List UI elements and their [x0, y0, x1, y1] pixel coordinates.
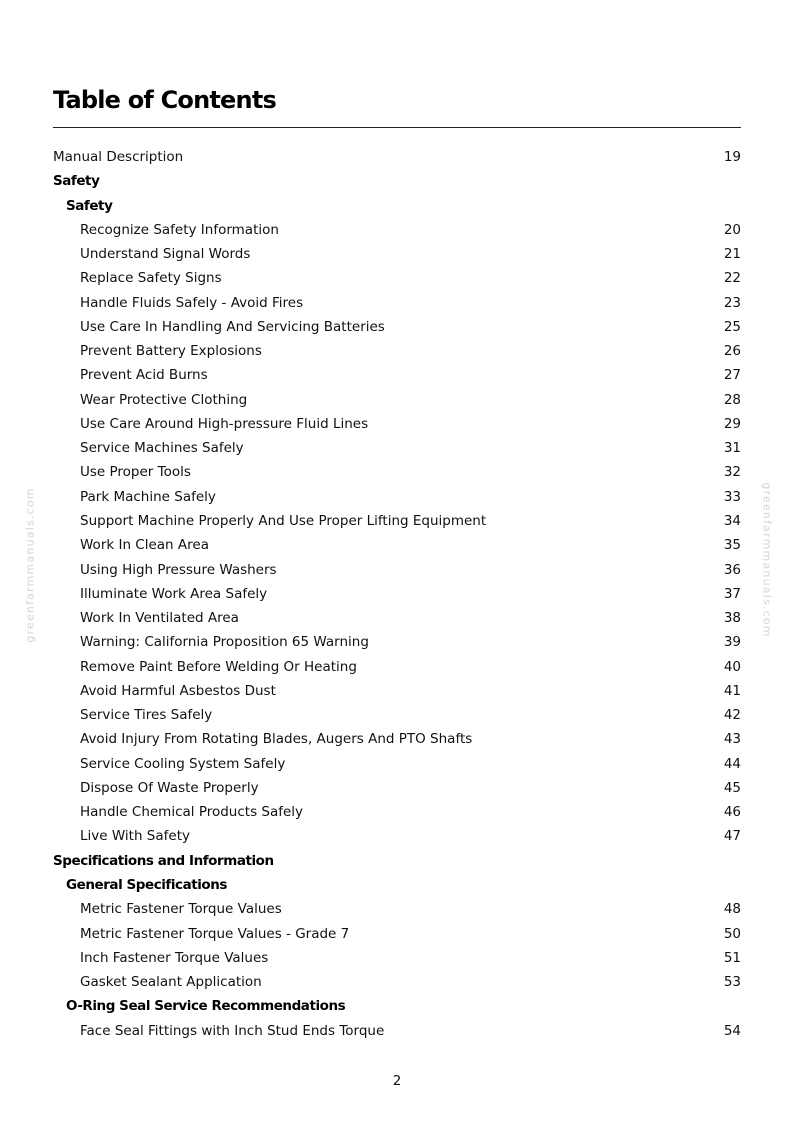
toc-entry[interactable] [53, 776, 741, 800]
toc-entry[interactable] [53, 339, 741, 363]
toc-entry[interactable] [53, 703, 741, 727]
toc-entry-page-number[interactable]: 22 [723, 270, 741, 287]
toc-entry-label: Safety [66, 197, 113, 214]
toc-entry-label[interactable]: Understand Signal Words [80, 246, 251, 263]
toc-entry-label[interactable]: Gasket Sealant Application [80, 974, 262, 991]
toc-entry-label[interactable]: Wear Protective Clothing [80, 391, 248, 408]
toc-entry-label[interactable]: Service Tires Safely [80, 707, 213, 724]
toc-entry-label[interactable]: Use Care In Handling And Servicing Batteries [80, 318, 385, 335]
page-title: Table of Contents [53, 86, 276, 114]
toc-entry-page-number[interactable]: 31 [723, 440, 741, 457]
toc-entry-label[interactable]: Work In Clean Area [80, 537, 209, 554]
toc-entry-page-number[interactable]: 46 [723, 804, 741, 821]
toc-entry-page-number[interactable]: 32 [723, 464, 741, 481]
toc-entry-page-number[interactable]: 40 [723, 658, 741, 675]
toc-section-heading [53, 849, 741, 873]
toc-entry-page-number[interactable]: 23 [723, 294, 741, 311]
toc-entry-label[interactable]: Avoid Harmful Asbestos Dust [80, 682, 276, 699]
toc-entry[interactable] [53, 800, 741, 824]
toc-entry[interactable] [53, 218, 741, 242]
toc-entry-label[interactable]: Recognize Safety Information [80, 221, 279, 238]
toc-entry-page-number[interactable]: 39 [723, 634, 741, 651]
title-divider [53, 127, 741, 128]
toc-entry[interactable] [53, 582, 741, 606]
toc-entry-label[interactable]: Park Machine Safely [80, 488, 216, 505]
toc-entry-label[interactable]: Prevent Battery Explosions [80, 343, 262, 360]
toc-entry[interactable] [53, 824, 741, 848]
toc-entry-label: Safety [53, 173, 100, 190]
toc-entry-label: O-Ring Seal Service Recommendations [66, 998, 346, 1015]
toc-entry[interactable] [53, 946, 741, 970]
toc-entry[interactable] [53, 897, 741, 921]
toc-entry-page-number[interactable]: 21 [723, 246, 741, 263]
toc-entry-label[interactable]: Support Machine Properly And Use Proper Lifting Equipment [80, 512, 487, 529]
toc-section-heading [53, 194, 741, 218]
toc-entry-page-number[interactable]: 34 [723, 512, 741, 529]
toc-entry-label[interactable]: Handle Fluids Safely - Avoid Fires [80, 294, 304, 311]
toc-entry[interactable] [53, 509, 741, 533]
toc-entry[interactable] [53, 727, 741, 751]
toc-entry[interactable] [53, 970, 741, 994]
toc-entry-label[interactable]: Illuminate Work Area Safely [80, 585, 268, 602]
toc-entry[interactable] [53, 460, 741, 484]
toc-entry-label[interactable]: Prevent Acid Burns [80, 367, 208, 384]
toc-entry-page-number[interactable]: 25 [723, 318, 741, 335]
toc-entry-page-number[interactable]: 48 [723, 901, 741, 918]
toc-entry-page-number[interactable]: 29 [723, 415, 741, 432]
toc-entry-page-number[interactable]: 54 [723, 1022, 741, 1039]
toc-entry-page-number[interactable]: 27 [723, 367, 741, 384]
toc-entry[interactable] [53, 291, 741, 315]
toc-list [53, 145, 741, 1043]
toc-entry-page-number[interactable]: 51 [723, 949, 741, 966]
toc-entry-page-number[interactable]: 26 [723, 343, 741, 360]
toc-entry-page-number[interactable]: 28 [723, 391, 741, 408]
toc-entry-label[interactable]: Warning: California Proposition 65 Warning [80, 634, 369, 651]
toc-entry-label[interactable]: Replace Safety Signs [80, 270, 222, 287]
toc-entry[interactable] [53, 630, 741, 654]
toc-entry-page-number[interactable]: 41 [723, 682, 741, 699]
toc-entry[interactable] [53, 533, 741, 557]
toc-entry[interactable] [53, 922, 741, 946]
toc-entry-page-number[interactable]: 37 [723, 585, 741, 602]
toc-entry-page-number[interactable]: 19 [723, 149, 741, 165]
toc-entry-label[interactable]: Dispose Of Waste Properly [80, 779, 259, 796]
toc-entry-label[interactable]: Live With Safety [80, 828, 190, 845]
toc-section-heading [53, 873, 741, 897]
toc-entry-label[interactable]: Service Machines Safely [80, 440, 244, 457]
toc-entry[interactable] [53, 315, 741, 339]
toc-entry-label: General Specifications [66, 876, 227, 893]
toc-entry-page-number[interactable]: 38 [723, 610, 741, 627]
toc-entry-page-number[interactable]: 20 [723, 221, 741, 238]
toc-entry-page-number[interactable]: 53 [723, 974, 741, 991]
toc-entry-label[interactable]: Face Seal Fittings with Inch Stud Ends Torque [80, 1022, 385, 1039]
toc-entry-page-number[interactable]: 43 [723, 731, 741, 748]
toc-entry-page-number[interactable]: 35 [723, 537, 741, 554]
toc-entry-label[interactable]: Service Cooling System Safely [80, 755, 286, 772]
toc-entry[interactable] [53, 752, 741, 776]
toc-entry[interactable] [53, 388, 741, 412]
toc-entry-label[interactable]: Inch Fastener Torque Values [80, 949, 269, 966]
toc-entry-label[interactable]: Metric Fastener Torque Values [80, 901, 282, 918]
toc-entry-label[interactable]: Remove Paint Before Welding Or Heating [80, 658, 357, 675]
toc-entry-label[interactable]: Using High Pressure Washers [80, 561, 277, 578]
toc-entry[interactable] [53, 363, 741, 387]
toc-entry[interactable] [53, 242, 741, 266]
toc-entry-page-number[interactable]: 33 [723, 488, 741, 505]
toc-entry[interactable] [53, 606, 741, 630]
toc-entry-page-number[interactable]: 50 [723, 925, 741, 942]
toc-entry-page-number[interactable]: 42 [723, 707, 741, 724]
toc-entry-page-number[interactable]: 44 [723, 755, 741, 772]
toc-entry-label[interactable]: Metric Fastener Torque Values - Grade 7 [80, 925, 350, 942]
toc-entry-page-number[interactable]: 36 [723, 561, 741, 578]
toc-entry-page-number[interactable]: 47 [723, 828, 741, 845]
watermark-left: greenfarmmanuals.com [23, 487, 37, 643]
page-number: 2 [392, 1073, 402, 1089]
toc-section-heading [53, 169, 741, 193]
watermark-right: greenfarmmanuals.com [760, 482, 774, 638]
toc-entry-label[interactable]: Work In Ventilated Area [80, 610, 239, 627]
toc-entry-label[interactable]: Manual Description [53, 149, 184, 165]
toc-entry[interactable] [53, 485, 741, 509]
toc-entry-label[interactable]: Handle Chemical Products Safely [80, 804, 304, 821]
toc-entry[interactable] [53, 145, 741, 169]
toc-entry[interactable] [53, 1019, 741, 1043]
toc-entry-label[interactable]: Avoid Injury From Rotating Blades, Augers And PTO Shafts [80, 731, 473, 748]
toc-entry-label: Specifications and Information [53, 852, 274, 869]
toc-entry-label[interactable]: Use Care Around High-pressure Fluid Lines [80, 415, 369, 432]
toc-section-heading [53, 994, 741, 1018]
toc-entry[interactable] [53, 655, 741, 679]
toc-entry[interactable] [53, 558, 741, 582]
toc-entry-page-number[interactable]: 45 [723, 779, 741, 796]
toc-entry[interactable] [53, 412, 741, 436]
toc-entry[interactable] [53, 266, 741, 290]
toc-entry[interactable] [53, 436, 741, 460]
toc-entry-label[interactable]: Use Proper Tools [80, 464, 191, 481]
toc-entry[interactable] [53, 679, 741, 703]
